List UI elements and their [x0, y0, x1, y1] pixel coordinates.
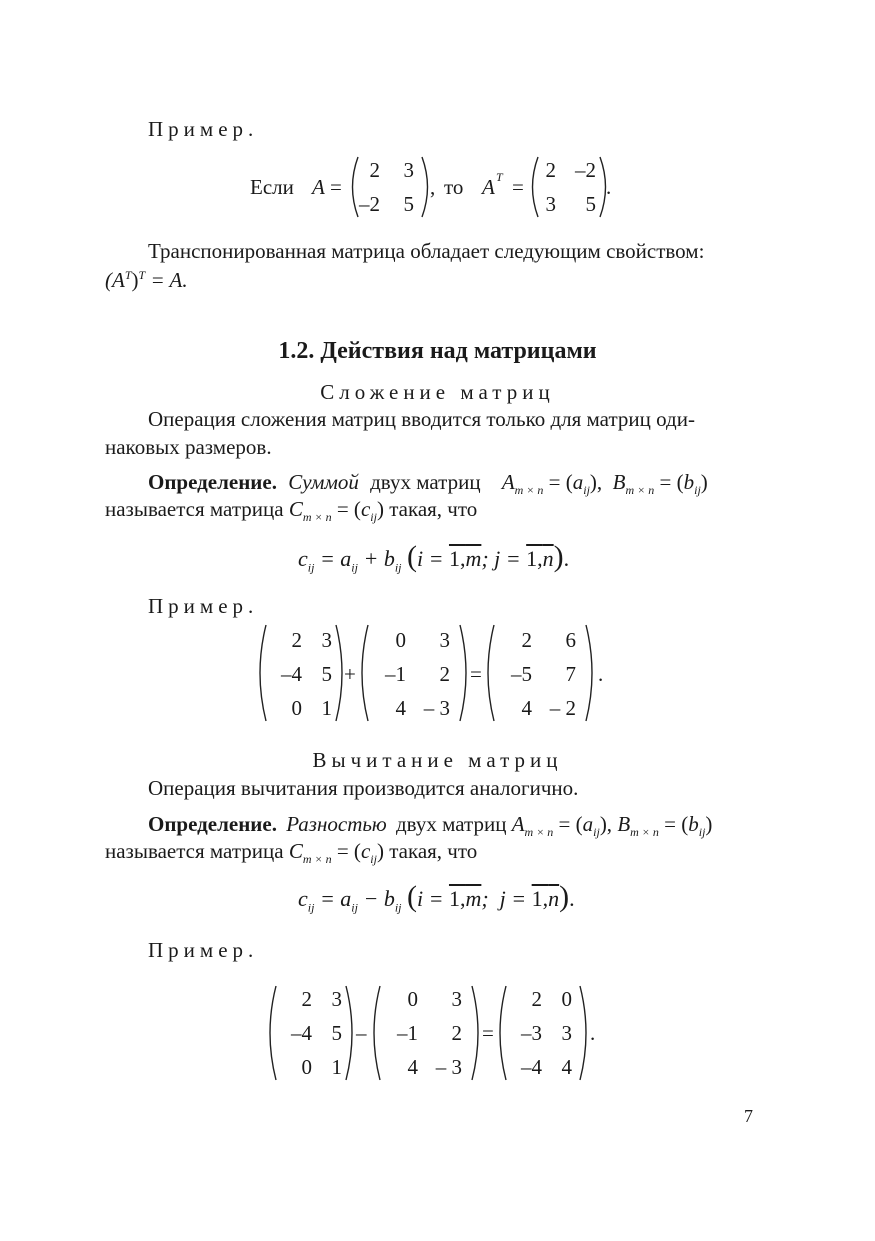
- cell: –2: [575, 158, 596, 182]
- minus-sign: –: [356, 1021, 367, 1045]
- section-title: 1.2. Действия над матрицами: [278, 338, 597, 364]
- prop-a: (A: [105, 268, 125, 292]
- equals-sign: =: [512, 175, 524, 199]
- example-label-1: Пример.: [148, 117, 259, 141]
- cell: – 2: [549, 696, 576, 720]
- called-as: называется матрица: [105, 497, 284, 521]
- add-intro-line1: Операция сложения матриц вводится только для матриц оди-: [148, 407, 695, 431]
- cell: 1: [331, 1055, 342, 1079]
- cell: 0: [407, 987, 418, 1011]
- period: .: [598, 662, 604, 686]
- plus-sign: +: [344, 662, 356, 686]
- sum-rest: двух матриц: [370, 470, 481, 494]
- cell: 2: [531, 987, 542, 1011]
- property-line1: Транспонированная матрица обладает следующим свойством:: [148, 239, 705, 263]
- cell: 3: [439, 628, 450, 652]
- sum-formula: $c_{ij} = a_{ij} + b_{ij}$ ($i = 1,\overline{m}$; $j = 1,\overline{n}$).: [298, 540, 570, 575]
- cell: –4: [291, 1021, 312, 1045]
- cell: –4: [521, 1055, 542, 1079]
- page-number: 7: [744, 1106, 753, 1126]
- equals-sign: =: [482, 1021, 494, 1045]
- add-intro-line2: наковых размеров.: [105, 435, 272, 459]
- comma: ,: [430, 175, 436, 199]
- cell: 0: [395, 628, 406, 652]
- cell: 0: [301, 1055, 312, 1079]
- example-label-3: Пример.: [148, 938, 259, 962]
- cell: – 3: [435, 1055, 462, 1079]
- definition-word: Определение.: [148, 470, 277, 494]
- cell: 5: [321, 662, 332, 686]
- cell: 4: [561, 1055, 572, 1079]
- add-example: [256, 622, 616, 724]
- definition-word: Определение.: [148, 812, 277, 836]
- cell: 2: [521, 628, 532, 652]
- cell: 4: [395, 696, 406, 720]
- cell: 5: [585, 192, 596, 216]
- cell: 3: [451, 987, 462, 1011]
- cell: 3: [331, 987, 342, 1011]
- cell: –3: [521, 1021, 542, 1045]
- matrix-A-cells: [346, 155, 436, 219]
- transpose-mark: T: [496, 170, 503, 184]
- equals-sign: =: [470, 662, 482, 686]
- prop-close: ): [131, 268, 139, 292]
- equals-sign: =: [330, 175, 342, 199]
- period: .: [606, 175, 612, 199]
- cell: 6: [565, 628, 576, 652]
- prop-eq: = A.: [145, 268, 188, 292]
- example-label-2: Пример.: [148, 594, 259, 618]
- diff-word: Разностью: [286, 812, 387, 836]
- such-that: такая, что: [389, 497, 478, 521]
- cell: 3: [545, 192, 556, 216]
- cell: – 3: [423, 696, 450, 720]
- sub-formula: $c_{ij} = a_{ij} - b_{ij}$ ($i = 1,\overline{m}$; $j = 1,\overline{n}$).: [298, 880, 575, 915]
- cell: 5: [403, 192, 414, 216]
- var-AT: A: [482, 175, 495, 199]
- var-A: A: [312, 175, 325, 199]
- cell: 2: [451, 1021, 462, 1045]
- cell: 2: [439, 662, 450, 686]
- cell: 1: [321, 696, 332, 720]
- cell: 0: [291, 696, 302, 720]
- subsection-add-title: Сложение матриц: [320, 380, 555, 404]
- cell: –1: [397, 1021, 418, 1045]
- diff-definition-line1: Определение. Разностью двух матриц $A_{m \times n} = (a_{ij})$, $B_{m \times n} = (b_{ij})$: [148, 812, 713, 840]
- diff-rest: двух матриц: [395, 812, 507, 836]
- cell: 0: [561, 987, 572, 1011]
- cell: 2: [545, 158, 556, 182]
- cell: 3: [321, 628, 332, 652]
- cell: –2: [359, 192, 380, 216]
- sum-definition-line1: Определение. Суммой двух матриц $A_{m \times n} = (a_{ij})$, $B_{m \times n} = (b_{ij})$: [148, 470, 708, 498]
- cell: –5: [511, 662, 532, 686]
- cell: 3: [561, 1021, 572, 1045]
- then-word: то: [444, 175, 464, 199]
- cell: –4: [281, 662, 302, 686]
- cell: 4: [521, 696, 532, 720]
- cell: 2: [291, 628, 302, 652]
- sup-t: T: [124, 268, 132, 282]
- property-line2: [105, 268, 188, 293]
- cell: 2: [301, 987, 312, 1011]
- sum-definition-line2: называется матрица $C_{m \times n} = (c_{ij})$ такая, что: [105, 497, 478, 525]
- sup-t2: T: [138, 268, 146, 282]
- cell: 2: [369, 158, 380, 182]
- cell: 3: [403, 158, 414, 182]
- cell: –1: [385, 662, 406, 686]
- sub-example: [266, 983, 606, 1083]
- diff-definition-line2: называется матрица $C_{m \times n} = (c_{ij})$ такая, что: [105, 839, 478, 867]
- cell: 4: [407, 1055, 418, 1079]
- sum-word: Суммой: [288, 470, 359, 494]
- such-that: такая, что: [389, 839, 478, 863]
- cell: 5: [331, 1021, 342, 1045]
- matrix-AT-cells: [528, 155, 618, 219]
- if-word: Если: [250, 175, 294, 199]
- period: .: [590, 1021, 596, 1045]
- subsection-sub-title: Вычитание матриц: [312, 748, 563, 772]
- called-as: называется матрица: [105, 839, 284, 863]
- sub-intro: Операция вычитания производится аналогично.: [148, 776, 579, 800]
- cell: 7: [565, 662, 576, 686]
